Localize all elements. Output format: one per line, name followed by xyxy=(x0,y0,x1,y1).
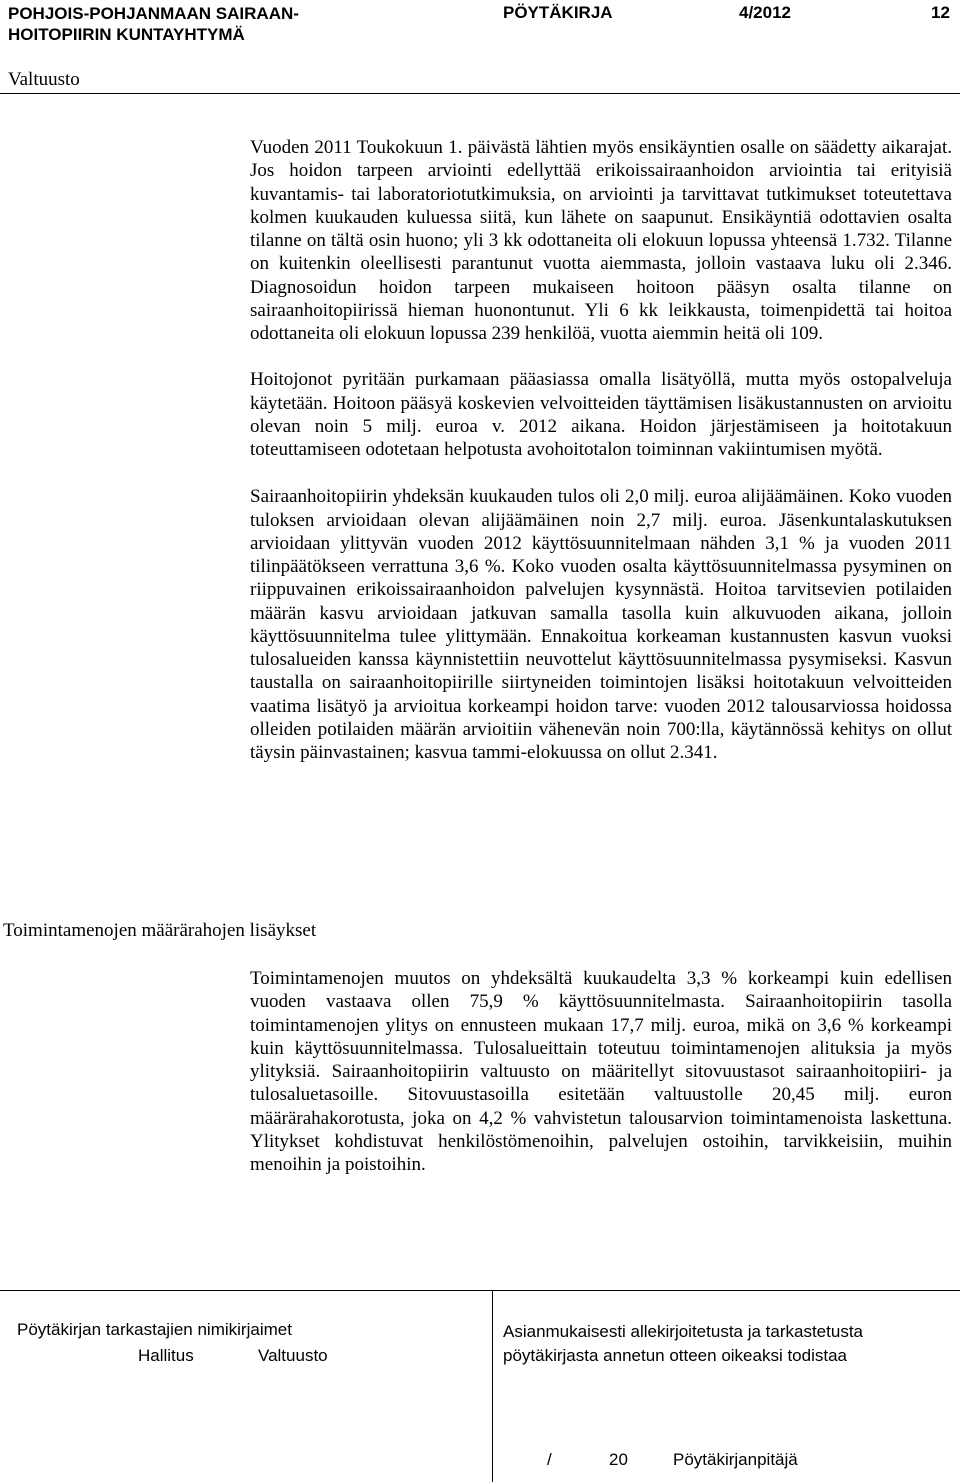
page-count-slash: / xyxy=(547,1450,552,1469)
initials-hallitus-label: Hallitus xyxy=(138,1346,194,1365)
paragraph: Toimintamenojen muutos on yhdeksältä kuukaudelta 3,3 % korkeampi kuin edellisen vuoden vastaava ollen 75,9 % käyttösuunnitelmasta. Sairaanhoitopiirin tasolla toimintamenojen ylitys on ennusteen mukaan 17,7 milj. euroa, mikä on 3,6 % korkeampi kuin käyttösuunnitelmassa. Tulosalueittain toteutuu toimintamenojen alituksia ja myös ylityksiä. Sairaanhoitopiirin valtuusto on määritellyt sitovuustasot sairaanhoitopiiri- ja tulosaluetasoille. Sitovuustasoilla esitetään valtuustolle 20,45 milj. euron määrärahakorotusta, joka on 4,2 % vahvistetun talousarvion toimintamenoista laskettuna. Ylitykset kohdistuvat henkilöstömenoihin, palvelujen ostoihin, tarvikkeisiin, muihin menoihin ja poistoihin. xyxy=(250,968,952,1175)
paragraph: Sairaanhoitopiirin yhdeksän kuukauden tulos oli 2,0 milj. euroa alijäämäinen. Koko vuoden tuloksen arvioidaan olevan alijäämäinen noin 2,7 milj. euroa. Jäsenkuntalaskutuksen arvioidaan ylittyvän vuoden 2012 käyttösuunnitelmaan nähden 3,1 % ja vuoden 2011 tilinpäätökseen verrattuna 3,6 %. Koko vuoden osalta käyttösuunnitelmassa pysyminen on riippuvainen erikoissairaanhoidon palvelujen kysynnästä. Hoitoa tarvitsevien potilaiden määrän kasvu arvioidaan jatkuvan samalla tasolla kuin alkuvuoden aikana, jolloin käyttösuunnitelma tulee ylittymään. Ennakoitua korkeaman kustannusten kasvun vuoksi tulosalueiden kanssa käynnistettiin neuvottelut käyttösuunnitelmassa pysymiseksi. Kasvun taustalla on sairaanhoitopiirille siirtyneiden toimintojen lisäksi hoitotakuun velvoitteiden vaatima lisätyö ja arvioitua korkeampi hoidon tarve: vuoden 2012 talousarviossa hoidossa olleiden potilaiden määrän arvioitiin vähenevän noin 700:lla, käytännössä kehitys on ollut täysin päinvastainen; kasvua tammi-elokuussa on ollut 2.341. xyxy=(250,486,952,763)
attestation-line2: pöytäkirjasta annetun otteen oikeaksi todistaa xyxy=(503,1346,848,1365)
footer-rule xyxy=(0,1290,960,1291)
page-count-total: 20 xyxy=(609,1450,628,1469)
page-number: 12 xyxy=(931,3,950,22)
document-type: PÖYTÄKIRJA xyxy=(503,3,613,22)
attestation-line1: Asianmukaisesti allekirjoitetusta ja tarkastetusta xyxy=(503,1322,863,1341)
organization-name-line2: HOITOPIIRIN KUNTAYHTYMÄ xyxy=(8,25,245,44)
page-header xyxy=(0,0,960,100)
paragraph: Vuoden 2011 Toukokuun 1. päivästä lähtien myös ensikäyntien osalle on säädetty aikarajat. Jos hoidon tarpeen arviointi edellyttää erikoissairaanhoidon arviointia tai erityisiä kuvantamis- tai laboratoriotutkimuksia, on arviointi ja tarvittavat tutkimukset toteutettava kolmen kuukauden kuluessa siitä, kun lähete on saapunut. Ensikäyntiä odottavien osalta tilanne on tältä osin huono; yli 3 kk odottaneita oli elokuun lopussa yhteensä 1.732. Tilanne on kuitenkin oleellisesti parantunut vuotta aiemmasta, jolloin vastaava luku oli 2.346. Diagnosoidun hoidon tarpeen mukaiseen hoitoon pääsyn osalta tilanne on sairaanhoitopiirissä hieman huonontunut. Yli 6 kk leikkausta, toimenpidettä tai hoitoa odottaneita oli elokuun lopussa 239 henkilöä, vuotta aiemmin heitä oli 109. xyxy=(250,137,952,344)
initials-valtuusto-label: Valtuusto xyxy=(258,1346,328,1365)
paragraph: Hoitojonot pyritään purkamaan pääasiassa omalla lisätyöllä, mutta myös ostopalveluja käytetään. Hoitoon pääsyä koskevien velvoitteiden täyttämisen lisäkustannusten on arvioitu olevan noin 5 milj. euroa v. 2012 aikana. Hoidon järjestämiseen ja hoitotakuun toteuttamiseen odotetaan helpotusta avohoitotalon toiminnan vakiintumisen myötä. xyxy=(250,369,952,460)
main-text xyxy=(250,136,952,1175)
side-heading: Toimintamenojen määrärahojen lisäykset xyxy=(3,920,317,941)
initials-label: Pöytäkirjan tarkastajien nimikirjaimet xyxy=(17,1320,292,1339)
organization-name xyxy=(8,3,299,45)
issue-number: 4/2012 xyxy=(739,3,791,22)
header-rule xyxy=(0,93,960,94)
organization-name-line1: POHJOIS-POHJANMAAN SAIRAAN- xyxy=(8,4,299,23)
page-footer xyxy=(0,1290,960,1482)
governing-body: Valtuusto xyxy=(8,69,80,90)
secretary-label: Pöytäkirjanpitäjä xyxy=(673,1450,798,1469)
footer-divider xyxy=(492,1290,493,1482)
